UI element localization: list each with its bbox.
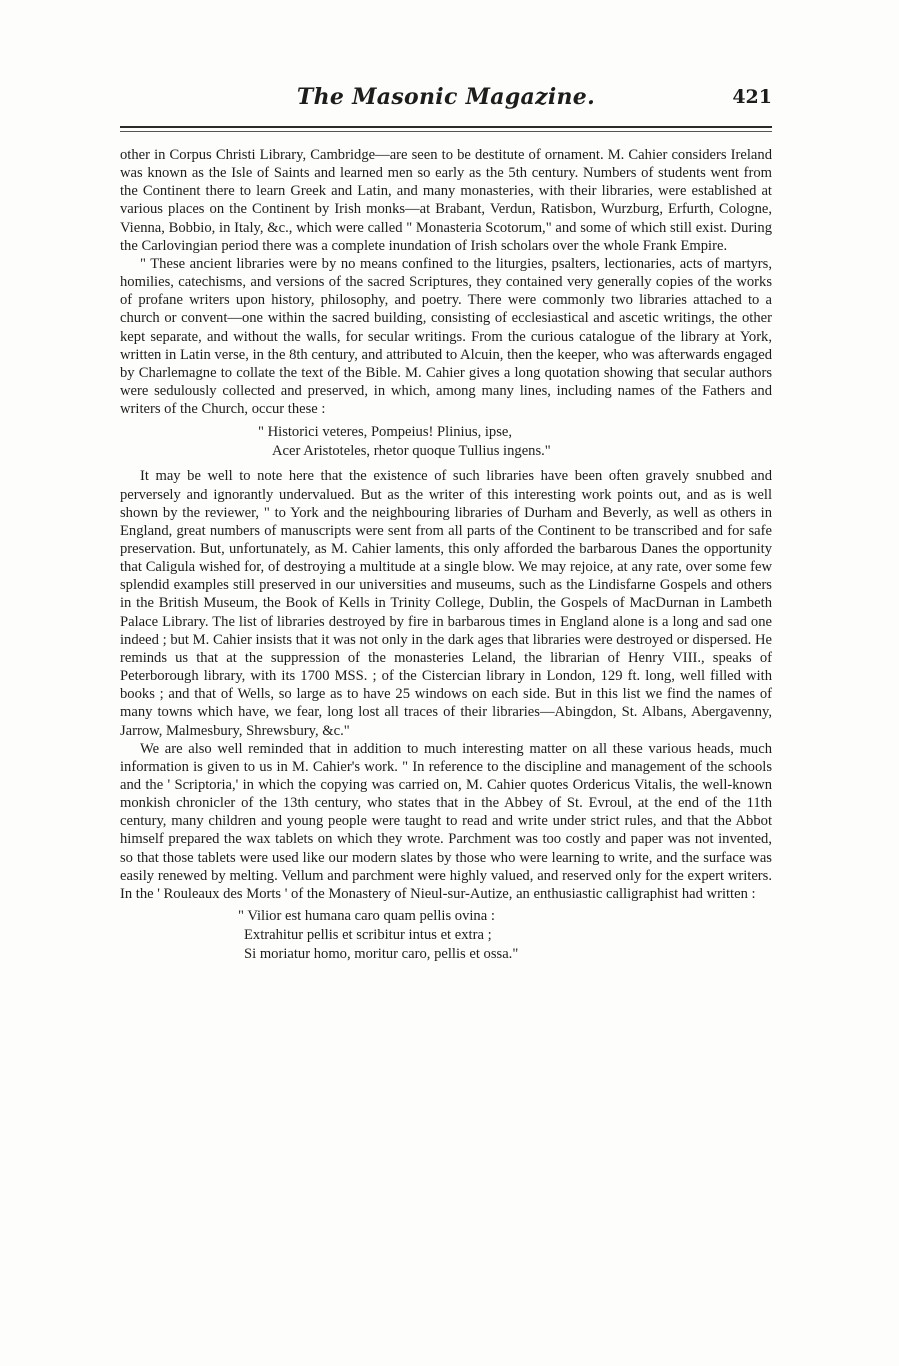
quote-line: Si moriatur homo, moritur caro, pellis et ossa.": [244, 946, 519, 963]
header-rule: [120, 126, 772, 128]
latin-quotation-vilior: [120, 907, 772, 964]
running-header: [120, 84, 772, 120]
quote-line: " Historici veteres, Pompeius! Plinius, ipse,: [258, 424, 513, 441]
page-number: 421: [732, 86, 772, 108]
header-rule-thin: [120, 131, 772, 132]
latin-quotation-historici: [120, 423, 772, 461]
quote-line: Acer Aristoteles, rhetor quoque Tullius ingens.": [272, 443, 551, 460]
quote-line: " Vilior est humana caro quam pellis ovina :: [238, 908, 495, 925]
magazine-title: The Masonic Magazine.: [296, 84, 596, 110]
article-body: [120, 146, 772, 970]
paragraph-continued: other in Corpus Christi Library, Cambridge—are seen to be destitute of ornament. M. Cahier considers Ireland was known as the Isle of Saints and learned men so early as the 5th century. Numbers of students went from the Continent there to learn Greek and Latin, and many monasteries, with their libraries, were established at various places on the Continent by Irish monks—at Brabant, Verdun, Ratisbon, Wurzburg, Erfurth, Cologne, Vienna, Bobbio, in Italy, &c., which were called " Monasteria Scotorum," and some of which still exist. During the Carlovingian period there was a complete inundation of Irish scholars over the whole Frank Empire.: [120, 147, 772, 254]
paragraph-ancient-libraries: " These ancient libraries were by no means confined to the liturgies, psalters, lectionaries, acts of martyrs, homilies, catechisms, and versions of the sacred Scriptures, they contained very generally copies of the works of profane writers upon history, philosophy, and poetry. There were commonly two libraries attached to a church or convent—one within the sacred building, consisting of ecclesiastical and ascetic writings, the other kept separate, and without the walls, for secular writings. From the curious catalogue of the library at York, written in Latin verse, in the 8th century, and attributed to Alcuin, then the keeper, who was afterwards engaged by Charlemagne to collate the text of the Bible. M. Cahier gives a long quotation showing that secular authors were sedulously collected and preserved, in which, among many lines, including names of the Fathers and writers of the Church, occur these :: [120, 255, 772, 418]
paragraph-libraries-undervalued: It may be well to note here that the existence of such libraries have been often gravely snubbed and perversely and ignorantly undervalued. But as the writer of this interesting work points out, and as is well shown by the reviewer, " to York and the neighbouring libraries of Durham and Beverly, as well as others in England, great numbers of manuscripts were sent from all parts of the Continent to be transcribed and for safe preservation. But, unfortunately, as M. Cahier laments, this only afforded the barbarous Danes the opportunity that Caligula wished for, of destroying a multitude at a single blow. We may rejoice, at any rate, over some few splendid examples still preserved in our universities and museums, such as the Lindisfarne Gospels and others in the British Museum, the Book of Kells in Trinity College, Dublin, the Gospels of MacDurnan in Lambeth Palace Library. The list of libraries destroyed by fire in barbarous times in England alone is a long and sad one indeed ; but M. Cahier insists that it was not only in the dark ages that libraries were destroyed or dispersed. He reminds us that at the suppression of the monasteries Leland, the librarian of Henry VIII., speaks of Peterborough library, with its 1700 MSS. ; of the Cistercian library in London, 129 ft. long, well filled with books ; and that of Wells, so large as to have 25 windows on each side. But in this list we find the names of many towns which have, we fear, long lost all traces of their libraries—Abingdon, St. Albans, Abergavenny, Jarrow, Malmesbury, Shrewsbury, &c.": [120, 468, 772, 739]
paragraph-scriptoria: We are also well reminded that in addition to much interesting matter on all these various heads, much information is given to us in M. Cahier's work. " In reference to the discipline and management of the schools and the ' Scriptoria,' in which the copying was carried on, M. Cahier quotes Ordericus Vitalis, the well-known monkish chronicler of the 13th century, who states that in the Abbey of St. Evroul, at the end of the 11th century, many children and young people were taught to read and write under strict rules, and that the Abbot himself prepared the wax tablets on which they wrote. Parchment was too costly and paper was not invented, so that those tablets were used like our modern slates by those who were learning to write, and the surface was easily renewed by melting. Vellum and parchment were highly valued, and reserved only for the expert writers. In the ' Rouleaux des Morts ' of the Monastery of Nieul-sur-Autize, an enthusiastic calligraphist had written :: [120, 740, 772, 902]
quote-line: Extrahitur pellis et scribitur intus et extra ;: [244, 927, 492, 944]
